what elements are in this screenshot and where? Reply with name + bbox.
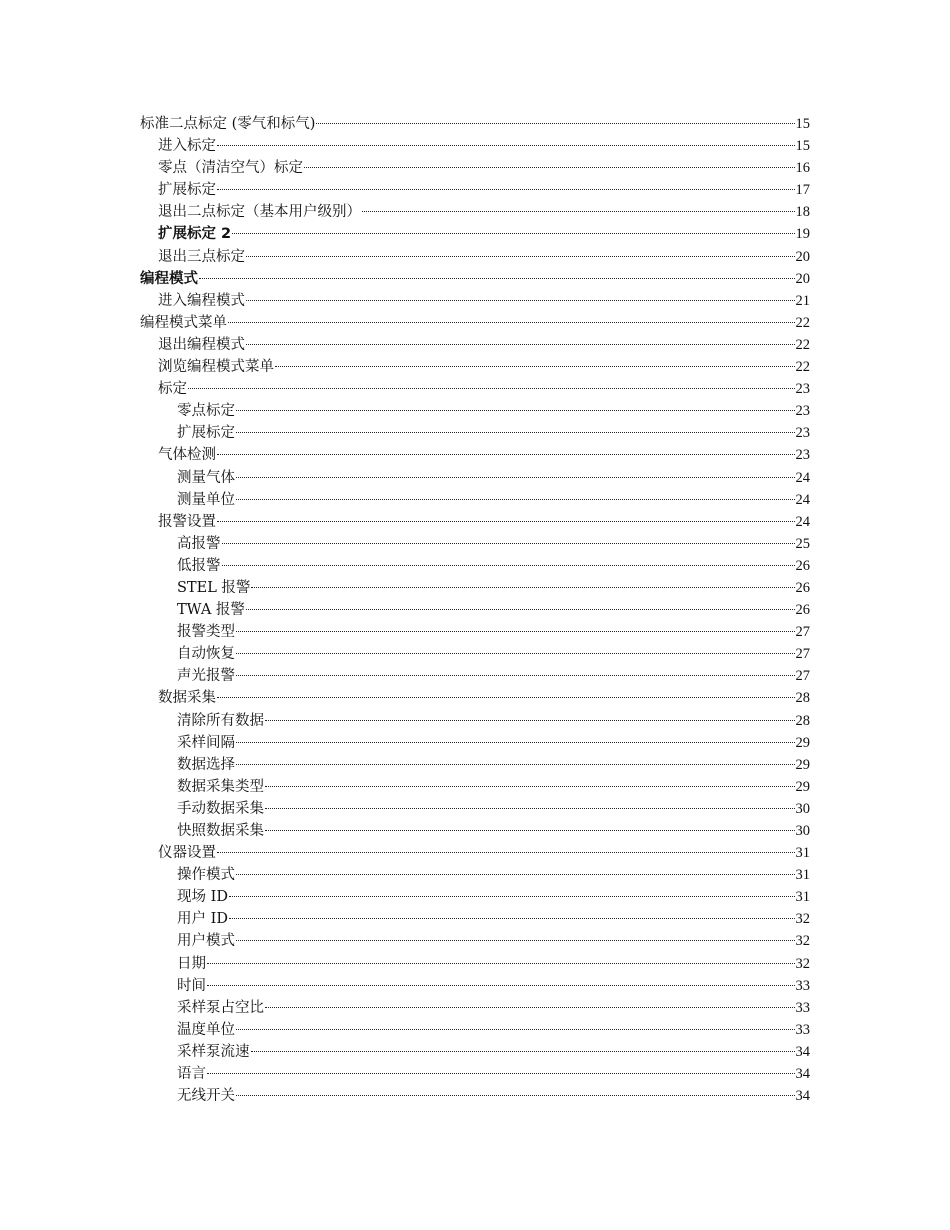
toc-entry[interactable] bbox=[140, 864, 810, 886]
toc-entry[interactable] bbox=[140, 489, 810, 511]
toc-entry-page-number: 32 bbox=[795, 911, 810, 928]
toc-entry[interactable] bbox=[140, 710, 810, 732]
toc-entry[interactable] bbox=[140, 511, 810, 533]
toc-entry[interactable] bbox=[140, 930, 810, 952]
toc-entry-title: 退出编程模式 bbox=[158, 336, 245, 353]
toc-entry[interactable] bbox=[140, 842, 810, 864]
toc-entry-title: TWA 报警 bbox=[177, 602, 245, 619]
toc-entry-title: 进入标定 bbox=[158, 138, 216, 155]
toc-entry-page-number: 20 bbox=[795, 270, 810, 287]
toc-entry-page-number: 26 bbox=[795, 602, 810, 619]
dot-leader bbox=[236, 499, 795, 500]
toc-entry[interactable] bbox=[140, 113, 810, 135]
toc-entry[interactable] bbox=[140, 798, 810, 820]
toc-entry[interactable] bbox=[140, 953, 810, 975]
toc-entry-title: 温度单位 bbox=[177, 1021, 235, 1038]
toc-entry-title: 采样泵流速 bbox=[177, 1043, 250, 1060]
dot-leader bbox=[236, 653, 795, 654]
toc-entry[interactable] bbox=[140, 467, 810, 489]
dot-leader bbox=[217, 454, 795, 455]
toc-entry-page-number: 34 bbox=[795, 1043, 810, 1060]
toc-entry[interactable] bbox=[140, 378, 810, 400]
toc-entry[interactable] bbox=[140, 268, 810, 290]
toc-entry[interactable] bbox=[140, 754, 810, 776]
toc-entry-title: 浏览编程模式菜单 bbox=[158, 359, 274, 376]
toc-entry-page-number: 23 bbox=[795, 381, 810, 398]
dot-leader bbox=[228, 322, 795, 323]
toc-entry[interactable] bbox=[140, 621, 810, 643]
toc-entry[interactable] bbox=[140, 334, 810, 356]
toc-entry-page-number: 33 bbox=[795, 999, 810, 1016]
toc-entry-page-number: 22 bbox=[795, 314, 810, 331]
dot-leader bbox=[236, 1029, 795, 1030]
dot-leader bbox=[217, 145, 795, 146]
dot-leader bbox=[251, 587, 794, 588]
toc-entry-title: 退出二点标定（基本用户级别） bbox=[158, 204, 361, 221]
toc-entry-page-number: 24 bbox=[795, 469, 810, 486]
toc-entry[interactable] bbox=[140, 201, 810, 223]
dot-leader bbox=[265, 830, 795, 831]
toc-entry-title: 编程模式菜单 bbox=[140, 314, 227, 331]
toc-entry-title: 采样间隔 bbox=[177, 734, 235, 751]
toc-entry-title: 扩展标定 2 bbox=[158, 226, 232, 243]
toc-entry-title: 语言 bbox=[177, 1066, 206, 1083]
toc-entry-page-number: 32 bbox=[795, 955, 810, 972]
toc-entry[interactable] bbox=[140, 444, 810, 466]
toc-entry-page-number: 19 bbox=[795, 226, 810, 243]
dot-leader bbox=[251, 1051, 795, 1052]
toc-entry[interactable] bbox=[140, 223, 810, 245]
toc-entry-page-number: 34 bbox=[795, 1088, 810, 1105]
toc-entry-title: 测量气体 bbox=[177, 469, 235, 486]
toc-entry-title: 手动数据采集 bbox=[177, 800, 264, 817]
toc-entry[interactable] bbox=[140, 577, 810, 599]
dot-leader bbox=[217, 521, 795, 522]
toc-entry-title: 扩展标定 bbox=[177, 425, 235, 442]
toc-entry-title: 扩展标定 bbox=[158, 182, 216, 199]
dot-leader bbox=[236, 1095, 795, 1096]
toc-entry-title: 低报警 bbox=[177, 557, 221, 574]
dot-leader bbox=[217, 852, 795, 853]
toc-entry-page-number: 24 bbox=[795, 513, 810, 530]
dot-leader bbox=[246, 256, 795, 257]
toc-entry-page-number: 16 bbox=[795, 160, 810, 177]
toc-entry-page-number: 30 bbox=[795, 823, 810, 839]
toc-entry-title: 仪器设置 bbox=[158, 845, 216, 862]
dot-leader bbox=[222, 565, 795, 566]
toc-entry-page-number: 34 bbox=[795, 1066, 810, 1083]
toc-entry-page-number: 26 bbox=[795, 557, 810, 574]
toc-entry-title: 声光报警 bbox=[177, 668, 235, 685]
toc-entry-title: 日期 bbox=[177, 955, 206, 972]
toc-entry-page-number: 32 bbox=[795, 933, 810, 950]
toc-entry[interactable] bbox=[140, 975, 810, 997]
toc-entry-title: 标定 bbox=[158, 381, 187, 398]
dot-leader bbox=[246, 344, 795, 345]
toc-entry-title: 测量单位 bbox=[177, 491, 235, 508]
toc-entry-page-number: 29 bbox=[795, 778, 810, 795]
toc-entry-title: 零点标定 bbox=[177, 403, 235, 420]
toc-entry-page-number: 28 bbox=[795, 712, 810, 729]
dot-leader bbox=[222, 543, 795, 544]
dot-leader bbox=[188, 388, 795, 389]
dot-leader bbox=[229, 896, 795, 897]
toc-entry-title: STEL 报警 bbox=[177, 579, 251, 596]
toc-entry-page-number: 27 bbox=[795, 624, 810, 641]
dot-leader bbox=[236, 764, 795, 765]
toc-entry-page-number: 27 bbox=[795, 668, 810, 685]
toc-entry[interactable] bbox=[140, 1063, 810, 1085]
toc-entry-page-number: 28 bbox=[795, 690, 810, 707]
toc-entry-title: 报警设置 bbox=[158, 513, 216, 530]
toc-entry[interactable] bbox=[140, 1085, 810, 1107]
toc-entry-page-number: 20 bbox=[795, 248, 810, 265]
toc-entry[interactable] bbox=[140, 400, 810, 422]
toc-entry[interactable] bbox=[140, 1041, 810, 1063]
dot-leader bbox=[236, 477, 795, 478]
toc-entry[interactable] bbox=[140, 179, 810, 201]
toc-entry-page-number: 23 bbox=[795, 403, 810, 420]
toc-entry-title: 进入编程模式 bbox=[158, 292, 245, 309]
toc-entry-title: 退出三点标定 bbox=[158, 248, 245, 265]
toc-entry-title: 现场 ID bbox=[177, 889, 228, 906]
toc-entry-page-number: 31 bbox=[795, 867, 810, 884]
toc-entry-title: 数据采集类型 bbox=[177, 778, 264, 795]
toc-entry-title: 编程模式 bbox=[140, 270, 198, 287]
toc-entry[interactable] bbox=[140, 290, 810, 312]
toc-entry-page-number: 21 bbox=[795, 292, 810, 309]
toc-entry[interactable] bbox=[140, 356, 810, 378]
dot-leader bbox=[236, 742, 795, 743]
table-of-contents bbox=[140, 113, 810, 1107]
dot-leader bbox=[199, 278, 795, 279]
dot-leader bbox=[236, 631, 795, 632]
toc-entry-page-number: 15 bbox=[795, 138, 810, 155]
dot-leader bbox=[236, 940, 795, 941]
toc-entry-title: 时间 bbox=[177, 977, 206, 994]
toc-entry[interactable] bbox=[140, 732, 810, 754]
toc-entry-title: 无线开关 bbox=[177, 1088, 235, 1105]
dot-leader bbox=[236, 874, 795, 875]
toc-entry[interactable] bbox=[140, 908, 810, 930]
dot-leader bbox=[265, 808, 795, 809]
toc-entry[interactable] bbox=[140, 643, 810, 665]
toc-entry-page-number: 29 bbox=[795, 756, 810, 773]
toc-entry[interactable] bbox=[140, 665, 810, 687]
toc-entry[interactable] bbox=[140, 1019, 810, 1041]
toc-entry-title: 自动恢复 bbox=[177, 646, 235, 663]
dot-leader bbox=[362, 211, 795, 212]
toc-entry-page-number: 15 bbox=[795, 116, 810, 132]
dot-leader bbox=[316, 123, 794, 124]
dot-leader bbox=[265, 786, 795, 787]
toc-entry[interactable] bbox=[140, 886, 810, 908]
toc-entry[interactable] bbox=[140, 533, 810, 555]
toc-entry-page-number: 30 bbox=[795, 800, 810, 817]
dot-leader bbox=[236, 410, 795, 411]
toc-entry-title: 操作模式 bbox=[177, 867, 235, 884]
toc-entry[interactable] bbox=[140, 422, 810, 444]
dot-leader bbox=[275, 366, 795, 367]
toc-entry-page-number: 24 bbox=[795, 491, 810, 508]
toc-entry[interactable] bbox=[140, 776, 810, 798]
toc-entry[interactable] bbox=[140, 820, 810, 842]
dot-leader bbox=[246, 609, 795, 610]
toc-entry-title: 清除所有数据 bbox=[177, 712, 264, 729]
toc-entry[interactable] bbox=[140, 687, 810, 709]
toc-entry-page-number: 33 bbox=[795, 1021, 810, 1038]
dot-leader bbox=[217, 189, 795, 190]
toc-entry-page-number: 29 bbox=[795, 734, 810, 751]
toc-entry-title: 高报警 bbox=[177, 535, 221, 552]
toc-entry-title: 采样泵占空比 bbox=[177, 999, 264, 1016]
toc-entry-page-number: 23 bbox=[795, 447, 810, 464]
dot-leader bbox=[246, 300, 795, 301]
toc-entry-title: 数据采集 bbox=[158, 690, 216, 707]
dot-leader bbox=[232, 233, 794, 234]
toc-entry[interactable] bbox=[140, 599, 810, 621]
toc-entry-page-number: 31 bbox=[795, 845, 810, 862]
toc-entry[interactable] bbox=[140, 997, 810, 1019]
dot-leader bbox=[229, 918, 795, 919]
toc-entry-page-number: 17 bbox=[795, 182, 810, 199]
toc-entry-page-number: 22 bbox=[795, 359, 810, 376]
toc-entry[interactable] bbox=[140, 246, 810, 268]
toc-entry-page-number: 18 bbox=[795, 204, 810, 221]
dot-leader bbox=[207, 963, 795, 964]
toc-entry-page-number: 22 bbox=[795, 336, 810, 353]
toc-entry-page-number: 31 bbox=[795, 889, 810, 906]
toc-entry-page-number: 23 bbox=[795, 425, 810, 442]
toc-entry-page-number: 25 bbox=[795, 535, 810, 552]
dot-leader bbox=[207, 1073, 795, 1074]
dot-leader bbox=[236, 675, 795, 676]
toc-entry[interactable] bbox=[140, 555, 810, 577]
dot-leader bbox=[236, 432, 795, 433]
toc-entry-title: 用户 ID bbox=[177, 911, 228, 928]
toc-entry-title: 气体检测 bbox=[158, 447, 216, 464]
toc-entry-title: 报警类型 bbox=[177, 624, 235, 641]
toc-entry-page-number: 27 bbox=[795, 646, 810, 663]
dot-leader bbox=[304, 167, 795, 168]
toc-entry-title: 零点（清洁空气）标定 bbox=[158, 160, 303, 177]
dot-leader bbox=[207, 985, 795, 986]
toc-entry-title: 用户模式 bbox=[177, 933, 235, 950]
dot-leader bbox=[217, 697, 795, 698]
toc-entry-page-number: 26 bbox=[795, 579, 810, 596]
toc-entry[interactable] bbox=[140, 312, 810, 334]
dot-leader bbox=[265, 720, 795, 721]
toc-entry-title: 数据选择 bbox=[177, 756, 235, 773]
toc-entry[interactable] bbox=[140, 157, 810, 179]
toc-entry-title: 标准二点标定 (零气和标气) bbox=[140, 116, 316, 132]
dot-leader bbox=[265, 1007, 795, 1008]
toc-entry-title: 快照数据采集 bbox=[177, 823, 264, 839]
toc-entry[interactable] bbox=[140, 135, 810, 157]
toc-entry-page-number: 33 bbox=[795, 977, 810, 994]
